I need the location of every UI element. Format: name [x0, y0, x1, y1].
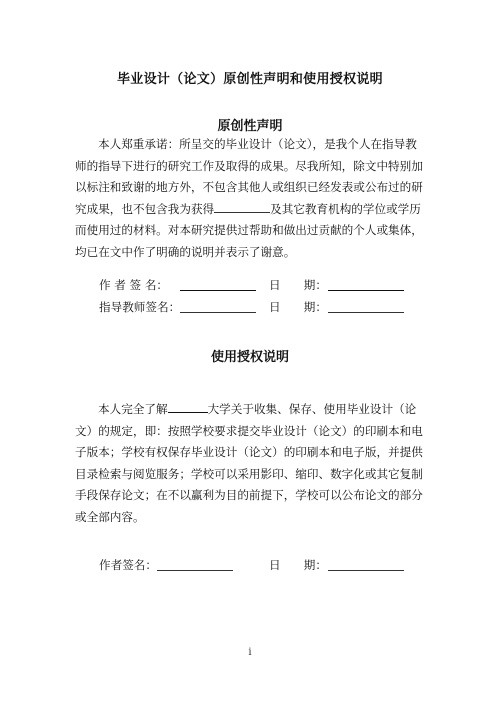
author-date-field[interactable]: [328, 290, 404, 291]
university-name-blank[interactable]: [168, 400, 208, 413]
statement-line: [75, 199, 427, 221]
page-number: i: [248, 647, 252, 658]
statement-line: 文）的规定，即：按照学校要求提交毕业设计（论文）的印刷本和电: [75, 423, 423, 438]
authorization-date-field[interactable]: [328, 570, 404, 571]
statement-line: 师的指导下进行的研究工作及取得的成果。尽我所知，除文中特别加: [75, 158, 423, 173]
statement-line: 本人郑重承诺：所呈交的毕业设计（论文），是我个人在指导教: [98, 137, 417, 151]
statement-text: 究成果，也不包含我为获得: [75, 201, 215, 216]
statement-line: [75, 399, 427, 421]
statement-line: 均已在文中作了明确的说明并表示了谢意。: [75, 244, 296, 259]
authorization-signature-field[interactable]: [157, 570, 233, 571]
authorization-heading: 使用授权说明: [210, 350, 289, 365]
statement-line: 子版本；学校有权保存毕业设计（论文）的印刷本和电子版，并提供: [75, 445, 423, 459]
author-signature-label: 作 者 签 名：: [99, 278, 169, 292]
authorization-statement: [75, 399, 427, 528]
date-label: 日 期：: [269, 558, 327, 572]
statement-line: 或全部内容。: [75, 509, 145, 524]
author-signature-field[interactable]: [180, 290, 256, 291]
supervisor-signature-field[interactable]: [180, 312, 256, 313]
degree-institution-blank[interactable]: [214, 200, 270, 213]
statement-line: 手段保存论文；在不以赢利为目的前提下，学校可以公布论文的部分: [75, 488, 423, 502]
author-signature-label: 作者签名：: [99, 558, 157, 572]
statement-text: 及其它教育机构的学位或学历: [270, 201, 421, 216]
date-label: 日 期：: [269, 278, 327, 292]
statement-text: 大学关于收集、保存、使用毕业设计（论: [207, 402, 417, 416]
document-title: 毕业设计（论文）原创性声明和使用授权说明: [116, 72, 383, 87]
statement-line: 而使用过的材料。对本研究提供过帮助和做出过贡献的个人或集体，: [75, 223, 423, 237]
originality-statement: [75, 134, 427, 263]
statement-line: 以标注和致谢的地方外，不包含其他人或组织已经发表或公布过的研: [75, 180, 423, 194]
supervisor-signature-label: 指导教师签名：: [99, 300, 181, 314]
statement-line: 目录检索与阅览服务；学校可以采用影印、缩印、数字化或其它复制: [75, 466, 423, 481]
originality-heading: 原创性声明: [217, 119, 283, 134]
date-label: 日 期：: [269, 300, 327, 314]
statement-text: 本人完全了解: [98, 402, 168, 416]
supervisor-date-field[interactable]: [328, 312, 404, 313]
